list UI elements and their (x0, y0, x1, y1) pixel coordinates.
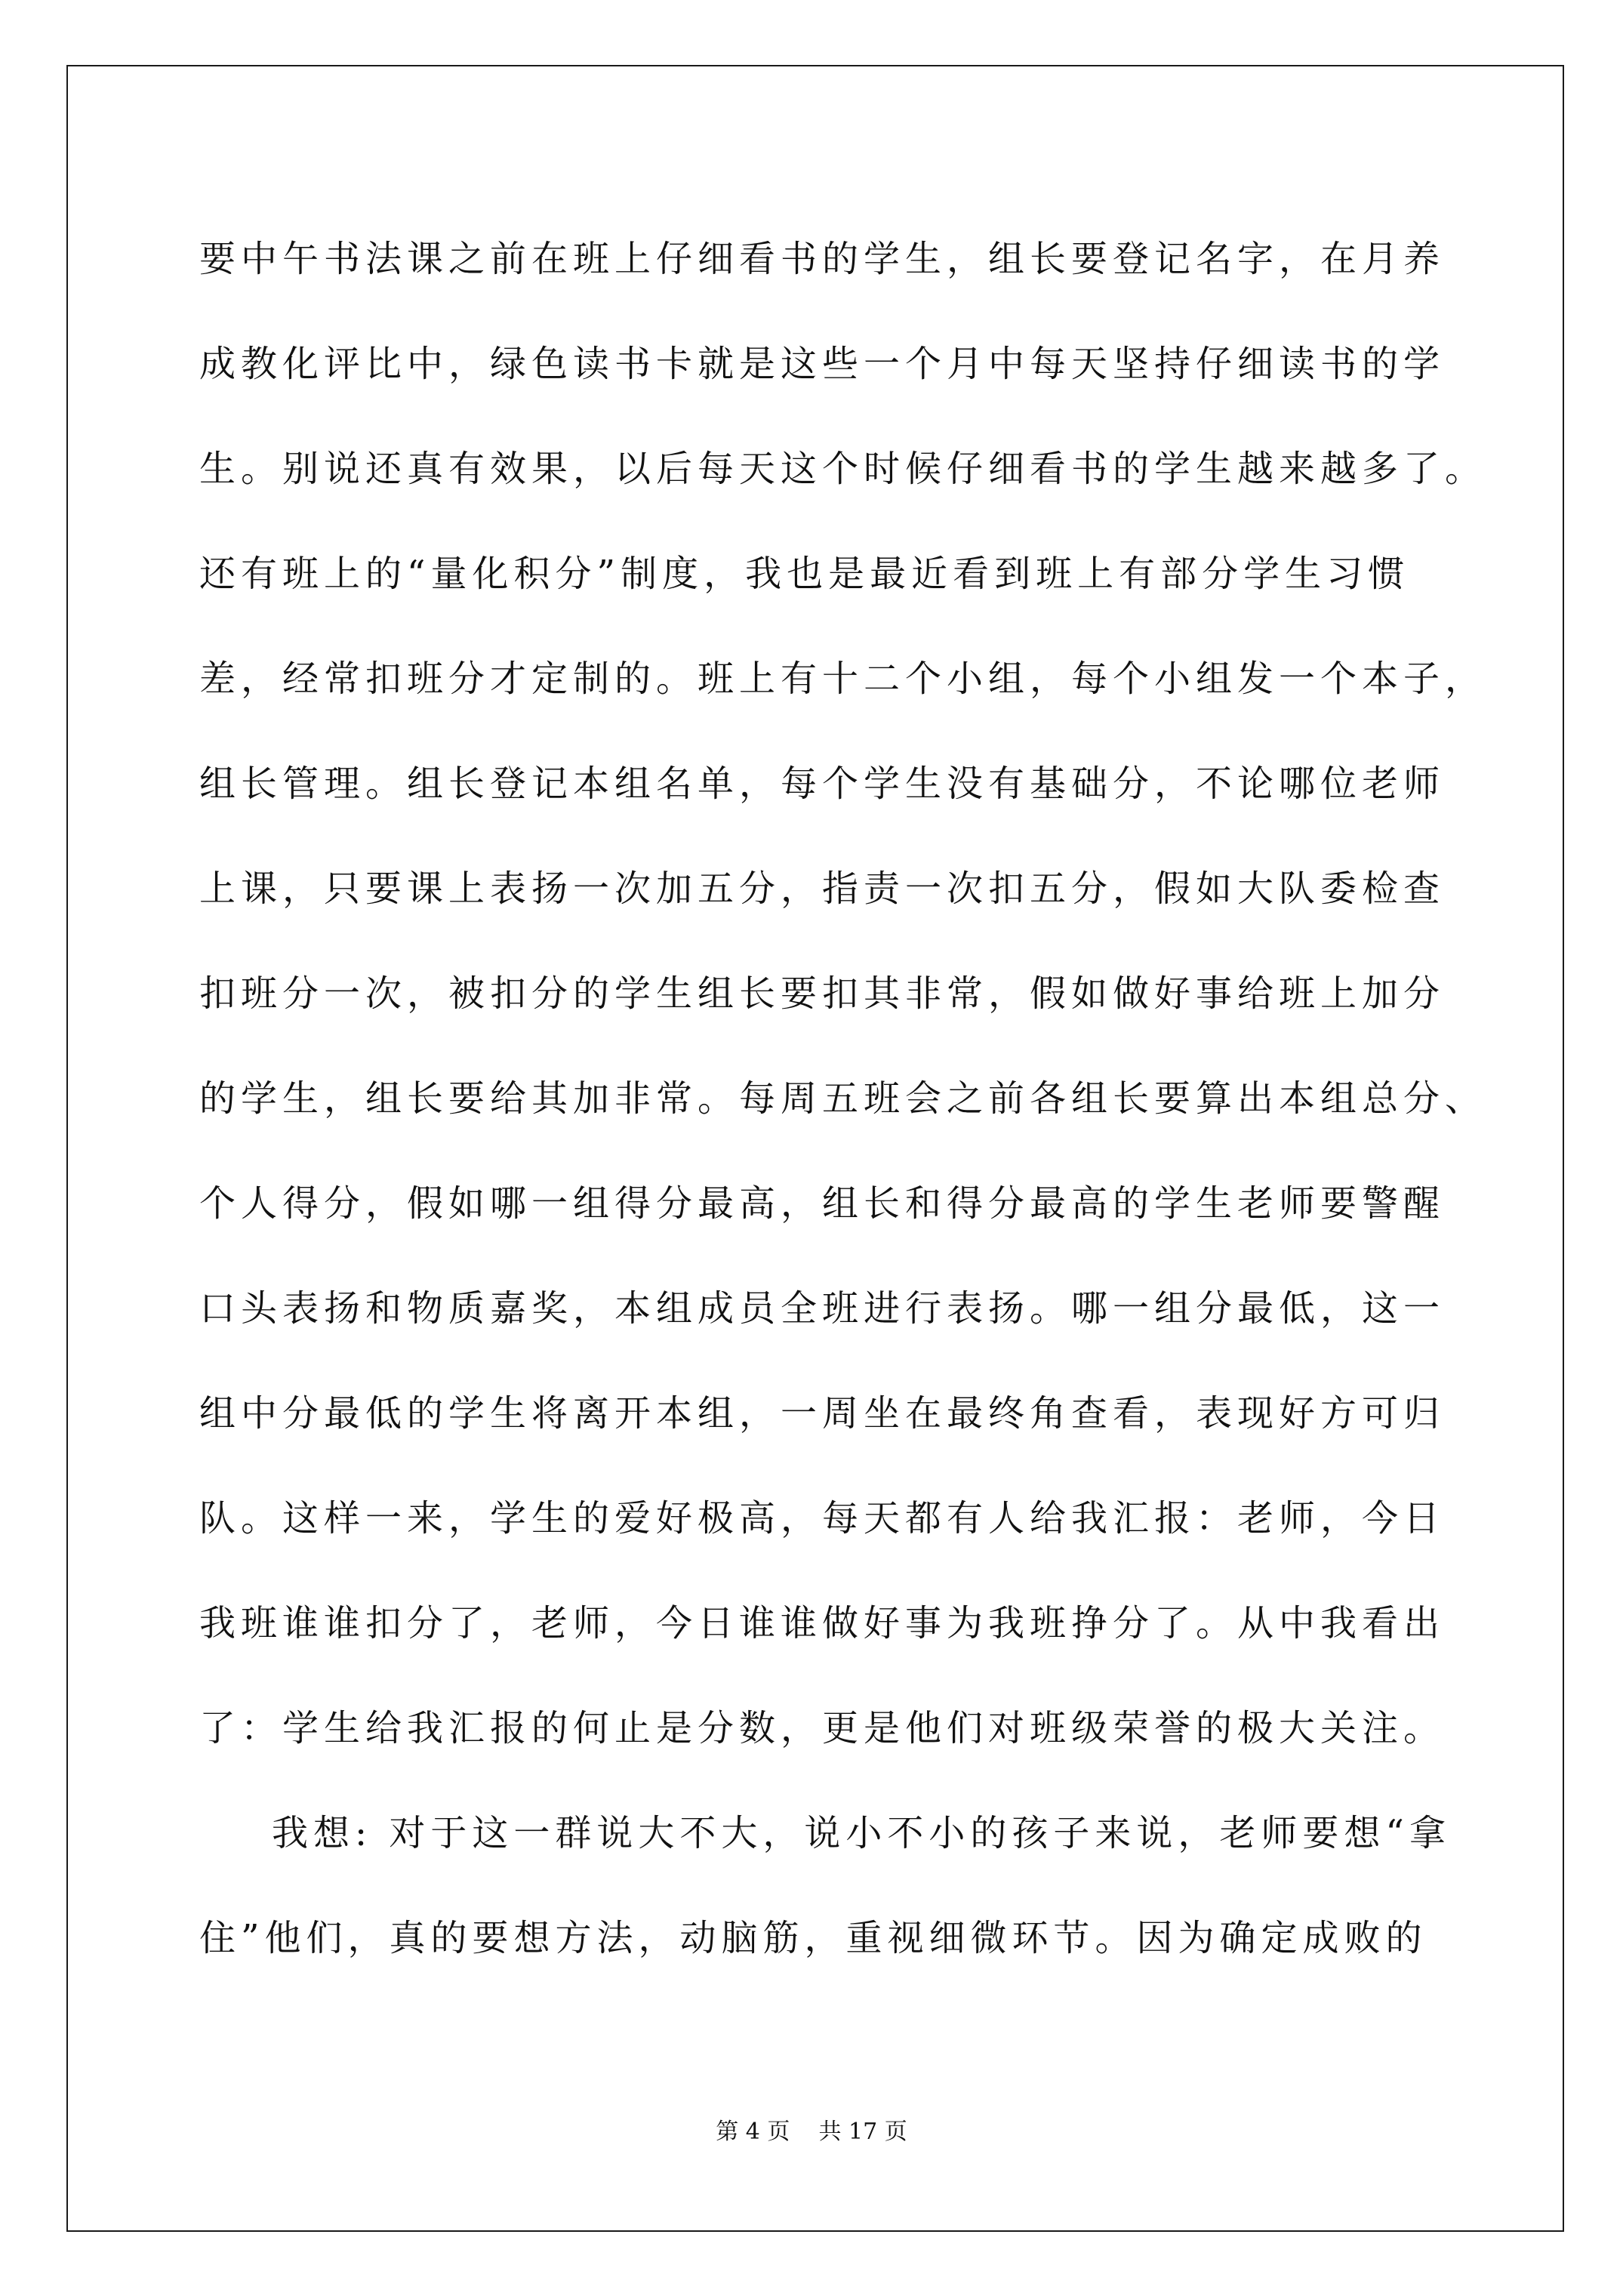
text-line: 队。这样一来，学生的爱好极高，每天都有人给我汇报：老师，今日 (199, 1497, 1446, 1539)
text-line: 生。别说还真有效果，以后每天这个时候仔细看书的学生越来越多了。 (199, 448, 1487, 490)
text-line: 了：学生给我汇报的何止是分数，更是他们对班级荣誉的极大关注。 (199, 1707, 1446, 1749)
text-line: 我班谁谁扣分了，老师，今日谁谁做好事为我班挣分了。从中我看出 (199, 1602, 1446, 1644)
text-line: 组长管理。组长登记本组名单，每个学生没有基础分，不论哪位老师 (199, 763, 1446, 805)
text-line: 组中分最低的学生将离开本组，一周坐在最终角查看，表现好方可归 (199, 1392, 1446, 1435)
text-line: 个人得分，假如哪一组得分最高，组长和得分最高的学生老师要警醒 (199, 1182, 1446, 1225)
paragraph-start-line: 我想: 对于这一群说大不大，说小不小的孩子来说，老师要想“拿 (272, 1812, 1451, 1854)
text-line: 差，经常扣班分才定制的。班上有十二个小组，每个小组发一个本子， (199, 658, 1487, 700)
text-line: 上课，只要课上表扬一次加五分，指责一次扣五分，假如大队委检查 (199, 868, 1446, 910)
body-text (199, 207, 1487, 1991)
text-line: 的学生，组长要给其加非常。每周五班会之前各组长要算出本组总分、 (199, 1077, 1487, 1120)
page-number-footer: 第 4 页 共 17 页 (716, 2119, 907, 2145)
text-line: 还有班上的“量化积分”制度，我也是最近看到班上有部分学生习惯 (199, 553, 1410, 595)
text-line: 成教化评比中，绿色读书卡就是这些一个月中每天坚持仔细读书的学 (199, 343, 1446, 385)
text-line: 住”他们，真的要想方法，动脑筋，重视细微环节。因为确定成败的 (199, 1917, 1427, 1959)
text-line: 扣班分一次，被扣分的学生组长要扣其非常，假如做好事给班上加分 (199, 972, 1446, 1015)
text-line: 口头表扬和物质嘉奖，本组成员全班进行表扬。哪一组分最低，这一 (199, 1287, 1446, 1330)
text-line: 要中午书法课之前在班上仔细看书的学生，组长要登记名字，在月养 (199, 238, 1446, 280)
